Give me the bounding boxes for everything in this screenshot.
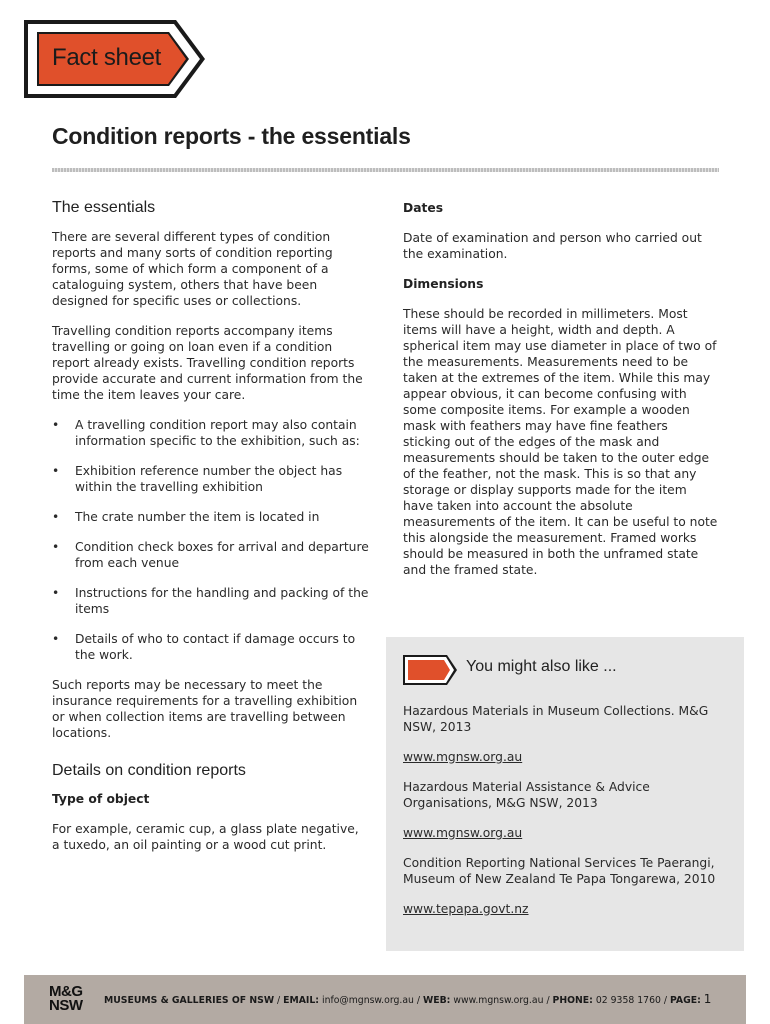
- footer-bar: [24, 975, 746, 1024]
- page-number: 1: [703, 992, 712, 1006]
- related-title: You might also like ...: [466, 658, 617, 675]
- list-item: • Instructions for the handling and packing of the items: [52, 585, 370, 617]
- related-item-link[interactable]: www.mgnsw.org.au: [403, 826, 523, 840]
- type-of-object-heading: Type of object: [52, 792, 150, 806]
- title-divider: [52, 168, 719, 172]
- footer-web[interactable]: www.mgnsw.org.au: [453, 995, 544, 1006]
- mg-nsw-logo: M&G NSW: [49, 983, 83, 1014]
- related-resources-box: [386, 637, 744, 951]
- list-item: • Exhibition reference number the object has within the travelling exhibition: [52, 463, 370, 495]
- intro-paragraph: There are several different types of condition reports and many sorts of condition reporting forms, some of which form a component of a cataloguing system, others that have been designed for specific uses or collections.: [52, 230, 333, 308]
- essentials-heading: The essentials: [52, 199, 156, 216]
- related-item-text: Condition Reporting National Services Te Paerangi, Museum of New Zealand Te Papa Tongarewa, 2010: [403, 856, 716, 886]
- details-heading: Details on condition reports: [52, 762, 246, 779]
- dimensions-paragraph: These should be recorded in millimeters. Most items will have a height, width and depth. A spherical item may use diameter in place of two of the measurements. Measurements need to be taken at the extremes of the item. While this may appear obvious, it can become confusing with some composite items. For example a wooden mask with feathers may have fine feathers sticking out of the edges of the mask and measurements should be taken to the outer edge of the feather, not the mask. This is so that any storage or display supports made for the item have taken into account the absolute measurements of the item. It can be useful to note this alongside the measurement. Framed works should be measured in both the unframed state and the framed state.: [403, 307, 718, 577]
- fact-sheet-badge: [24, 20, 206, 98]
- related-header: [403, 655, 731, 685]
- insurance-paragraph: Such reports may be necessary to meet the insurance requirements for a travelling exhibition or when collection items are travelling between locations.: [52, 678, 358, 740]
- badge-label: Fact sheet: [52, 44, 162, 71]
- bullet-list: [52, 417, 370, 663]
- related-item-text: Hazardous Materials in Museum Collections. M&G NSW, 2013: [403, 704, 709, 734]
- left-column: [52, 200, 370, 853]
- travel-paragraph: Travelling condition reports accompany items travelling or going on loan even if a condition report already exists. Travelling condition reports provide accurate and current information from the time the item leaves your care.: [52, 324, 363, 402]
- footer-phone: 02 9358 1760: [595, 995, 661, 1006]
- related-item-link[interactable]: www.tepapa.govt.nz: [403, 902, 529, 916]
- related-item-text: Hazardous Material Assistance & Advice Organisations, M&G NSW, 2013: [403, 780, 650, 810]
- arrow-tag-icon: [403, 655, 457, 685]
- dimensions-heading: Dimensions: [403, 277, 484, 291]
- right-column: [403, 200, 719, 578]
- list-item: • Condition check boxes for arrival and departure from each venue: [52, 539, 370, 571]
- page-title: Condition reports - the essentials: [52, 123, 411, 149]
- related-item-link[interactable]: www.mgnsw.org.au: [403, 750, 523, 764]
- footer-org: MUSEUMS & GALLERIES OF NSW: [104, 995, 275, 1006]
- footer-email[interactable]: info@mgnsw.org.au: [322, 995, 414, 1006]
- list-item: • A travelling condition report may also contain information specific to the exhibition, such as:: [52, 417, 370, 449]
- dates-paragraph: Date of examination and person who carried out the examination.: [403, 231, 702, 261]
- list-item: • The crate number the item is located in: [52, 509, 370, 525]
- footer-contact: MUSEUMS & GALLERIES OF NSW / EMAIL: info@mgnsw.org.au / WEB: www.mgnsw.org.au / PHONE: 02 9358 1760 / PAGE: 1: [104, 992, 712, 1006]
- type-of-object-paragraph: For example, ceramic cup, a glass plate negative, a tuxedo, an oil painting or a wood cut print.: [52, 822, 359, 852]
- dates-heading: Dates: [403, 201, 444, 215]
- list-item: • Details of who to contact if damage occurs to the work.: [52, 631, 370, 663]
